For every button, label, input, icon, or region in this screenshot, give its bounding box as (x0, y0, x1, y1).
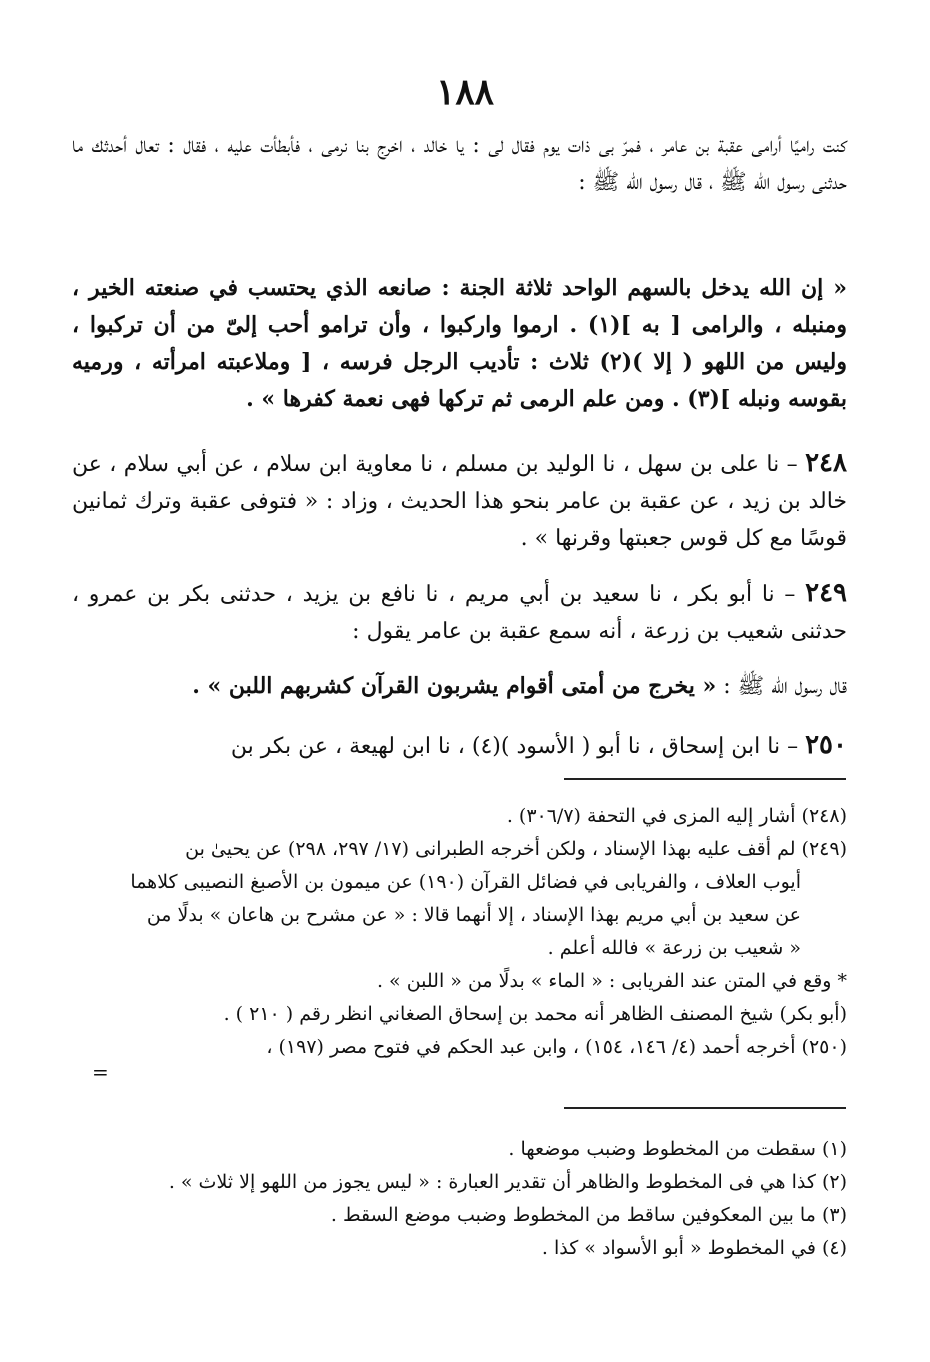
hadith-249-quote (72, 668, 847, 705)
footnotes (72, 1133, 847, 1265)
hadith-249-text: – نا أبو بكر ، نا سعيد بن أبي مريم ، نا نافع بن يزيد ، حدثنى بكر بن عمرو ، حدثنى شعيب بن زرعة ، أنه سمع عقبة بن عامر يقول : (72, 582, 847, 644)
hadith-number-250: ٢٥٠ (805, 730, 847, 760)
note-line: (٢٤٨) أشار إليه المزى في التحفة (٣٠٦/٧) . (506, 805, 847, 827)
note-line: * وقع في المتن عند الفريابى : « الماء » بدلًا من « اللبن » . (376, 970, 847, 992)
hadith-249-quote-text: « يخرج من أمتى أقوام يشربون القرآن كشربهم اللبن » . (192, 673, 717, 699)
note-line: « شعيب بن زرعة » فالله أعلم . (547, 937, 801, 959)
footnote: (٢) كذا هي فى المخطوط والظاهر أن تقدير العبارة : « ليس يجوز من اللهو إلا ثلاث » . (168, 1171, 847, 1193)
editor-notes (72, 800, 847, 1064)
continuation-marker: = (92, 1060, 109, 1084)
note-line: عن سعيد بن أبي مريم بهذا الإسناد ، إلا أنهما قالا : « عن مشرح بن هاعان » بدلًا من (146, 904, 801, 926)
footnote: (٤) في المخطوط « أبو الأسواد » كذا . (541, 1237, 847, 1259)
footnotes-separator (564, 1107, 846, 1109)
hadith-main-text: « إن الله يدخل بالسهم الواحد ثلاثة الجنة : صانعه الذي يحتسب في صنعته الخير ، ومنبله ، والرامى [ به ](١) . ارموا واركبوا ، وأن ترامو أحب إلىّ من أن تركبوا ، وليس من اللهو ( إلا )(٢) ثلاث : تأديب الرجل فرسه ، [ وملاعبته امرأته ، ورميه بقوسه ونبله ](٣) . ومن علم الرمى ثم تركها فهى نعمة كفرها » . (72, 275, 847, 412)
hadith-248 (72, 445, 847, 557)
hadith-250 (72, 727, 847, 765)
hadith-number-248: ٢٤٨ (805, 448, 847, 478)
intro-paragraph: كنت راميًا أرامى عقبة بن عامر ، فمرّ بى ذات يوم فقال لى : يا خالد ، اخرج بنا نرمى ، فأبطأت عليه ، فقال : تعال أحدثك ما حدثنى رسول الله ﷺ ، قال رسول الله ﷺ : (72, 133, 847, 195)
page-number: ١٨٨ (435, 71, 494, 113)
note-line: (٢٤٩) لم أقف عليه بهذا الإسناد ، ولكن أخرجه الطبرانى (١٧/ ٢٩٧، ٢٩٨) عن يحيىٰ بن (185, 838, 847, 860)
note-line: (أبو بكر) شيخ المصنف الظاهر أنه محمد بن إسحاق الصغاني انظر رقم ( ٢١٠ ) . (223, 1003, 847, 1025)
hadith-249 (72, 575, 847, 650)
hadith-249-quote-intro: قال رسول الله ﷺ : (723, 674, 847, 699)
hadith-number-249: ٢٤٩ (805, 578, 848, 608)
hadith-250-text: – نا ابن إسحاق ، نا أبو ( الأسود )(٤) ، نا ابن لهيعة ، عن بكر بن (230, 734, 799, 759)
footnote: (٣) ما بين المعكوفين ساقط من المخطوط وضبب موضع السقط . (330, 1204, 847, 1226)
note-line: (٢٥٠) أخرجه أحمد (٤/ ١٤٦، ١٥٤) ، وابن عبد الحكم في فتوح مصر (١٩٧) ، (266, 1036, 847, 1058)
notes-separator (564, 778, 846, 780)
note-line: أيوب العلاف ، والفريابى في فضائل القرآن (١٩٠) عن ميمون بن الأصبغ النصيبى كلاهما (130, 871, 801, 893)
hadith-248-text: – نا على بن سهل ، نا الوليد بن مسلم ، نا معاوية ابن سلام ، عن أبي سلام ، عن خالد بن زيد ، عن عقبة بن عامر بنحو هذا الحديث ، وزاد : « فتوفى عقبة وترك ثمانين قوسًا مع كل قوس جعبتها وقرنها » . (72, 452, 847, 551)
footnote: (١) سقطت من المخطوط وضبب موضعها . (508, 1138, 847, 1160)
